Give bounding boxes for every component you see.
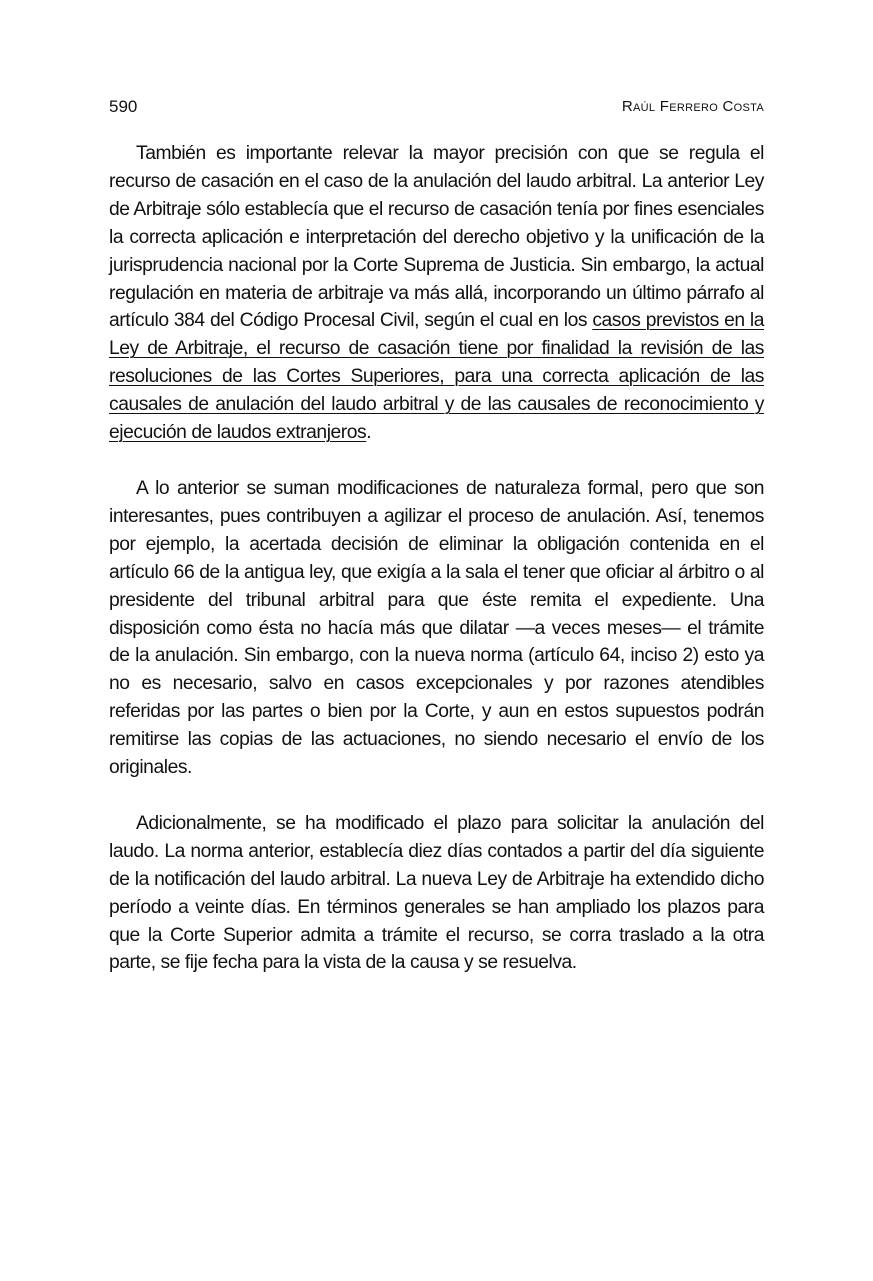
running-head-author: Raúl Ferrero Costa bbox=[621, 98, 764, 115]
paragraph-2: A lo anterior se suman modificaciones de naturaleza formal, pero que son interesantes, pues contribuyen a agilizar el proceso de anulación. Así, tenemos por ejemplo, la acertada decisión de eliminar la obligación contenida en el artículo 66 de la antigua ley, que exigía a la sala el tener que oficiar al árbitro o al presidente del tribunal arbitral para que éste remita el expediente. Una disposición como ésta no hacía más que dilatar —a veces meses— el trámite de la anulación. Sin embargo, con la nueva norma (artículo 64, inciso 2) esto ya no es necesario, salvo en casos excepcionales y por razones atendibles referidas por las partes o bien por la Corte, y aun en estos supuestos podrán remitirse las copias de las actuaciones, no siendo necesario el envío de los originales. bbox=[109, 477, 764, 779]
page-header bbox=[109, 96, 764, 122]
page-number: 590 bbox=[109, 97, 138, 116]
body-text bbox=[109, 140, 764, 1005]
paragraph-1-text: También es importante relevar la mayor precisión con que se regula el recurso de casación en el caso de la anulación del laudo arbitral. La anterior Ley de Arbitraje sólo establecía que el recurso de casación tenía por fines esenciales la correcta aplicación e interpretación del derecho objetivo y la unificación de la jurisprudencia nacional por la Corte Suprema de Justicia. Sin embargo, la actual regulación en materia de arbitraje va más allá, incorporando un último párrafo al artículo 384 del Código Procesal Civil, según el cual en los bbox=[109, 143, 764, 332]
paragraph-1 bbox=[109, 140, 764, 447]
paragraph-3: Adicionalmente, se ha modificado el plazo para solicitar la anulación del laudo. La norma anterior, establecía diez días contados a partir del día siguiente de la notificación del laudo arbitral. La nueva Ley de Arbitraje ha extendido dicho período a veinte días. En términos generales se han ampliado los plazos para que la Corte Superior admita a trámite el recurso, se corra traslado a la otra parte, se fije fecha para la vista de la causa y se resuelva. bbox=[109, 812, 764, 974]
paragraph-1-period: . bbox=[366, 422, 372, 444]
paragraph-1-quoted-underlined-text: casos previstos en la Ley de Arbitraje, el recurso de casación tiene por finalidad la revisión de las resoluciones de las Cortes Superiores, para una correcta aplicación de las causales de anulación del laudo arbitral y de las causales de reconocimiento y ejecución de laudos extranjeros bbox=[109, 310, 764, 444]
